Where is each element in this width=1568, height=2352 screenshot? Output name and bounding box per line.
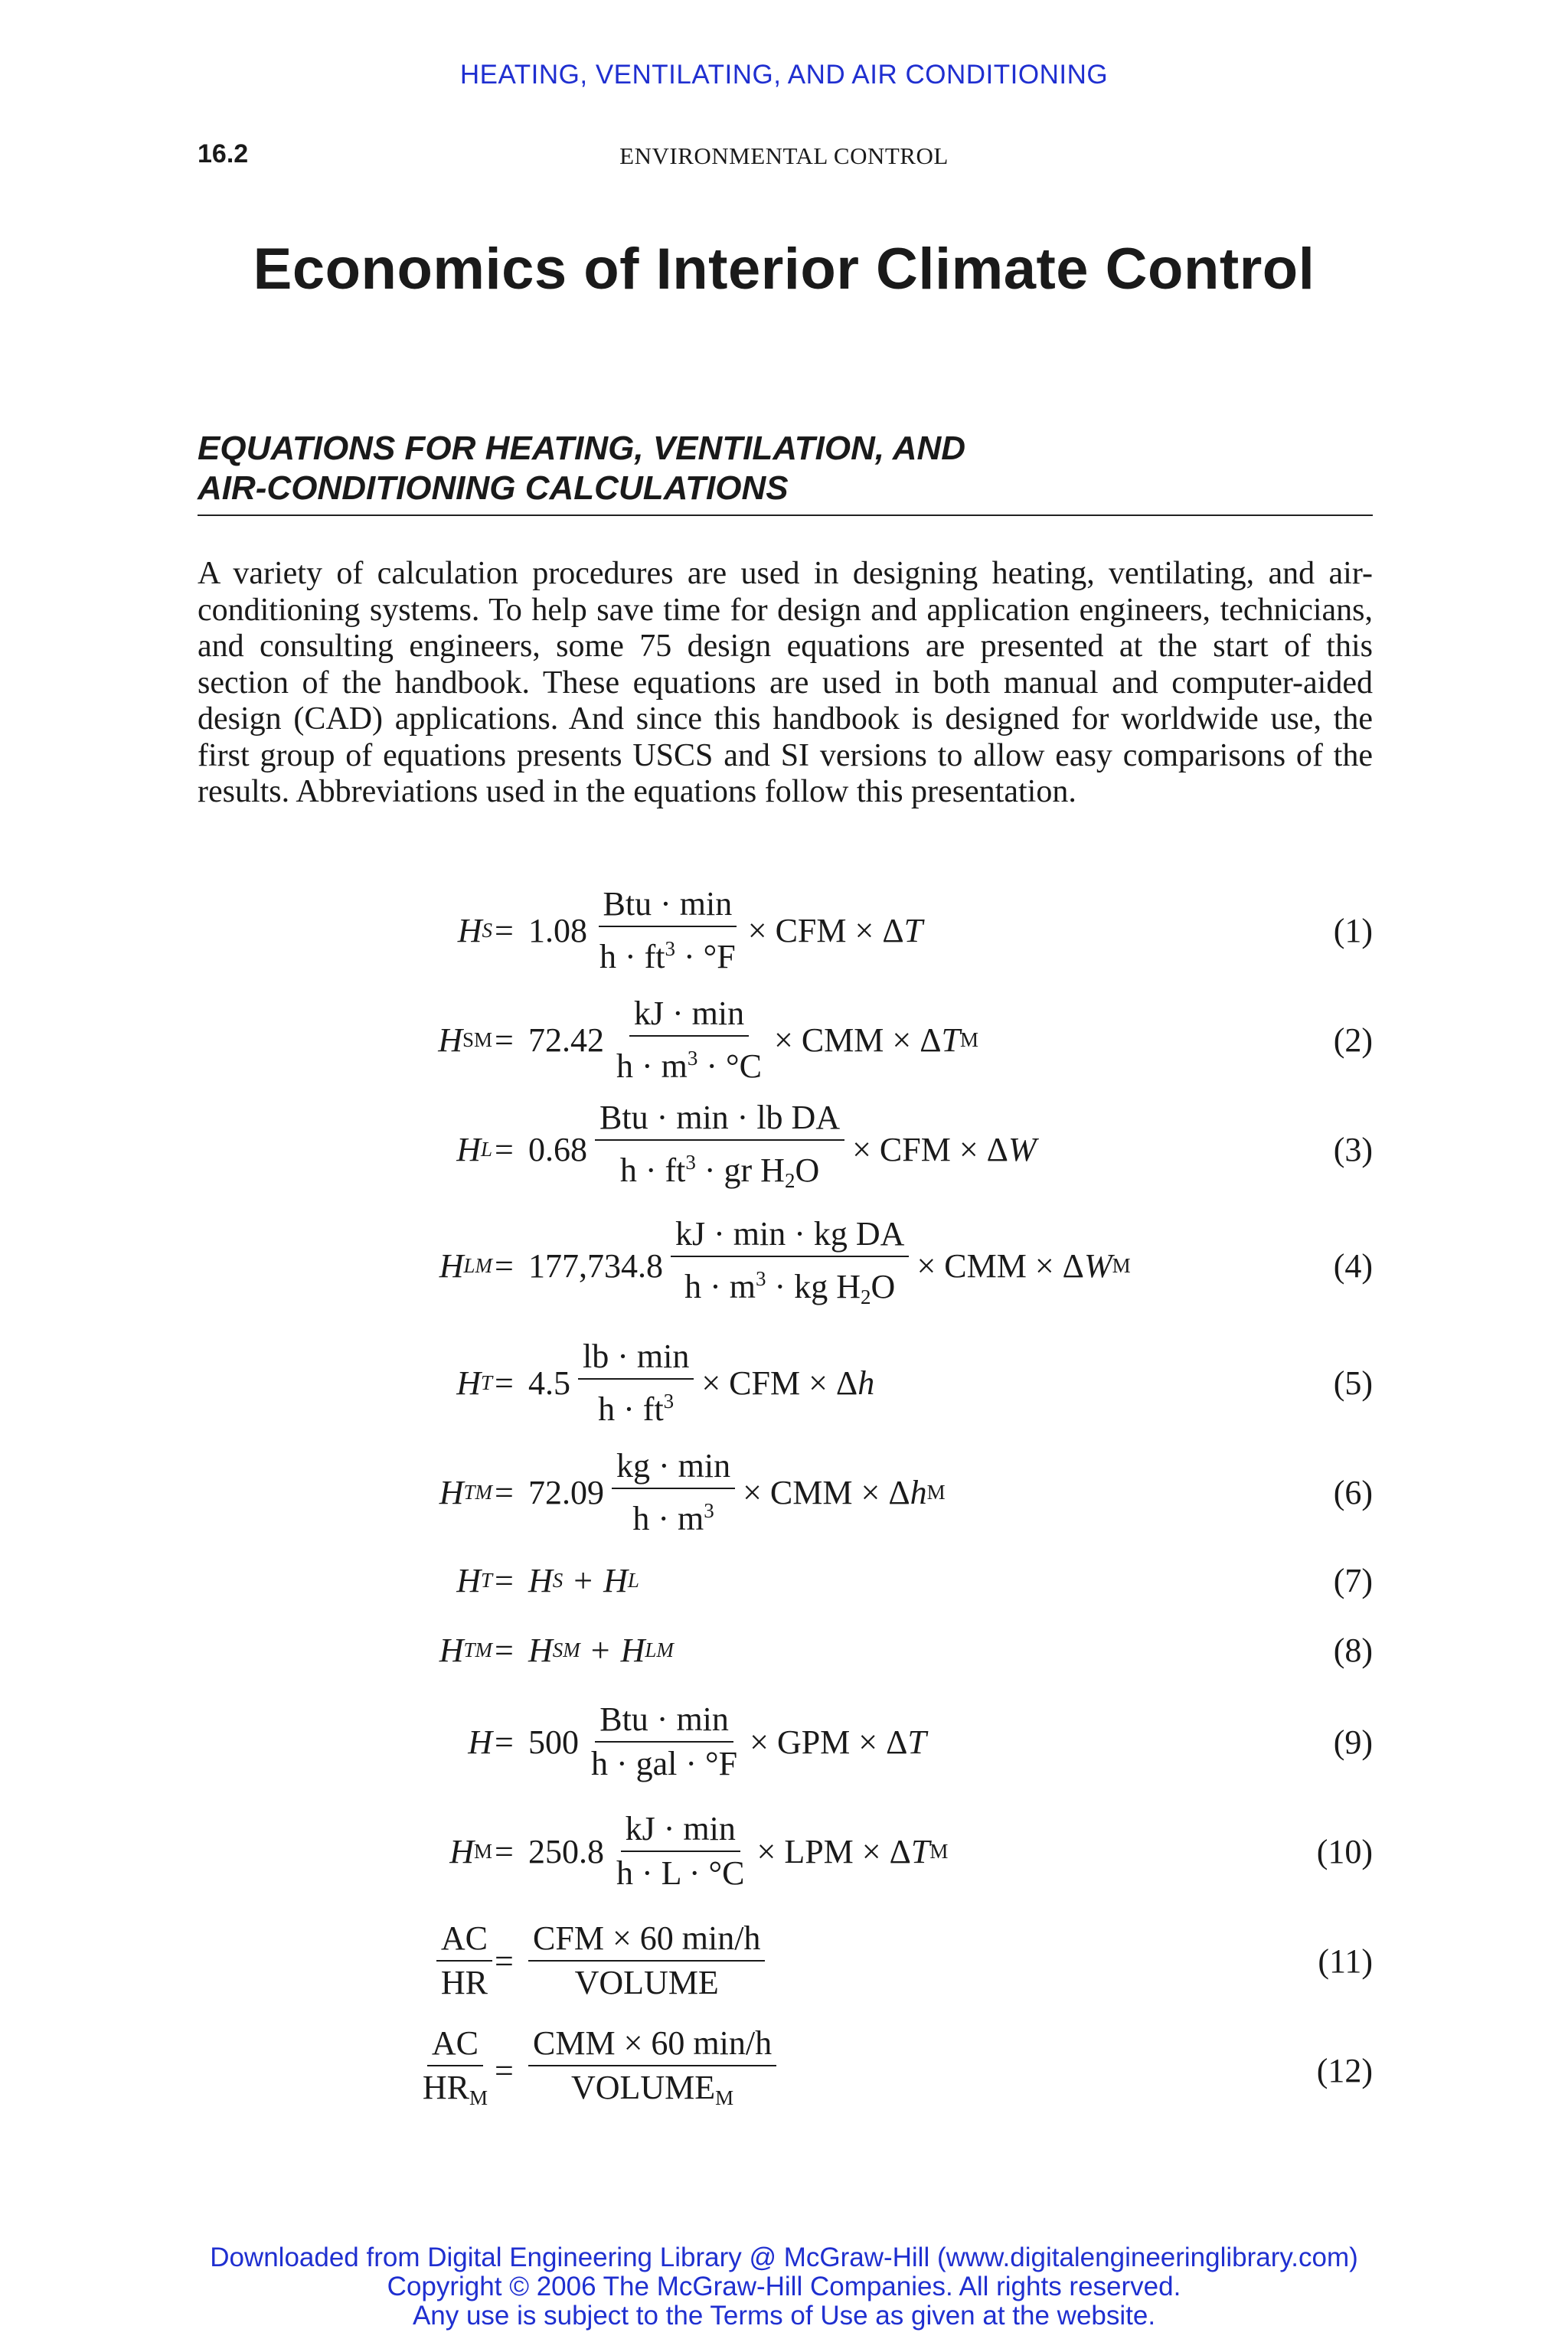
eq8-var-sub: TM	[463, 1638, 492, 1661]
eq7-var: H	[456, 1561, 481, 1599]
eq5-numerator: lb · min	[578, 1338, 694, 1380]
eq2-tail: × CMM × Δ	[774, 1021, 942, 1059]
eq1-tail-var: T	[903, 911, 923, 949]
eq5-var-sub: T	[480, 1370, 492, 1394]
chapter-title: Economics of Interior Climate Control	[253, 237, 1315, 302]
equation-2	[0, 982, 1568, 1097]
eq5-coefficient: 4.5	[528, 1364, 570, 1402]
equation-7: H T = H S + H L (7)	[0, 1553, 1568, 1607]
eq11-lhs-numerator: AC	[436, 1919, 492, 1962]
equation-3	[0, 1092, 1568, 1207]
running-head: ENVIRONMENTAL CONTROL	[619, 142, 949, 169]
section-heading	[198, 429, 965, 508]
eq3-number: (3)	[1333, 1130, 1373, 1168]
eq10-tail-sub: M	[929, 1839, 949, 1863]
equation-4	[0, 1208, 1568, 1323]
eq4-denominator: $h \cdot m^3$ · kg $H_2O$	[684, 1267, 896, 1308]
footer	[0, 2243, 1568, 2331]
eq2-numerator: kJ · min	[629, 995, 749, 1037]
eq1-denominator: $h \cdot ft^3 \cdot ^\circ F$	[599, 936, 736, 975]
eq3-var: H	[456, 1130, 481, 1168]
eq9-numerator: Btu · min	[595, 1700, 733, 1743]
eq11-equals: =	[495, 1942, 514, 1980]
eq1-tail: × CFM × Δ	[747, 911, 904, 949]
eq4-tail-sub: M	[1112, 1253, 1131, 1277]
eq10-var-sub: M	[473, 1839, 492, 1863]
eq3-numerator: Btu · min · lb DA	[595, 1099, 844, 1141]
eq2-var: H	[438, 1021, 462, 1059]
eq12-fraction	[528, 2024, 776, 2117]
eq9-var: H	[468, 1723, 492, 1761]
footer-terms[interactable]: Any use is subject to the Terms of Use as given at the website.	[412, 2301, 1156, 2331]
eq6-coefficient: 72.09	[528, 1473, 604, 1511]
eq11-lhs-denominator: HR	[440, 1964, 488, 2001]
eq9-coefficient: 500	[528, 1723, 579, 1761]
eq1-number: (1)	[1333, 911, 1373, 949]
top-link[interactable]: HEATING, VENTILATING, AND AIR CONDITIONING	[459, 60, 1109, 90]
eq11-numerator: CFM × 60 min/h	[528, 1919, 765, 1962]
eq7-var-sub: T	[480, 1568, 492, 1592]
eq2-coefficient: 72.42	[528, 1021, 604, 1059]
eq12-equals: =	[495, 2051, 514, 2089]
eq5-number: (5)	[1333, 1364, 1373, 1402]
eq3-coefficient: 0.68	[528, 1130, 587, 1168]
eq10-coefficient: 250.8	[528, 1832, 604, 1870]
eq4-var-sub: LM	[463, 1253, 492, 1277]
eq11-lhs-fraction	[436, 1919, 492, 2002]
eq12-number: (12)	[1316, 2051, 1373, 2089]
eq9-denominator: h · gal · °F	[591, 1745, 738, 1782]
equation-5	[0, 1325, 1568, 1440]
eq12-lhs-fraction	[418, 2024, 492, 2117]
section-heading-line2: AIR-CONDITIONING CALCULATIONS	[198, 469, 789, 507]
eq3-fraction	[595, 1099, 844, 1200]
eq1-fraction	[595, 885, 740, 976]
eq10-var: H	[449, 1832, 474, 1870]
eq6-numerator: kg · min	[612, 1447, 735, 1489]
eq3-tail: × CFM × Δ	[852, 1130, 1008, 1168]
eq4-fraction	[671, 1215, 909, 1316]
eq7-plus: +	[573, 1561, 593, 1599]
equation-8: H TM = H SM + H LM (8)	[0, 1623, 1568, 1677]
eq12-denominator: $VOLUME_M$	[570, 2068, 734, 2109]
eq6-fraction	[612, 1447, 735, 1538]
eq5-var: H	[456, 1364, 481, 1402]
eq12-lhs-numerator: AC	[427, 2024, 483, 2066]
eq5-denominator: $h \cdot ft^3$	[598, 1389, 675, 1428]
equation-12	[0, 2013, 1568, 2128]
eq11-number: (11)	[1318, 1942, 1373, 1980]
eq5-equals: =	[495, 1364, 514, 1402]
equation-11	[0, 1903, 1568, 2018]
eq2-fraction	[612, 995, 766, 1086]
eq8-plus: +	[590, 1631, 610, 1669]
eq5-tail: × CFM × Δ	[701, 1364, 858, 1402]
eq10-tail-var: T	[910, 1832, 930, 1870]
eq4-tail-var: W	[1083, 1246, 1112, 1285]
eq10-numerator: kJ · min	[621, 1810, 740, 1852]
eq11-fraction	[528, 1919, 765, 2002]
eq1-equals: =	[495, 911, 514, 949]
eq2-denominator: $h \cdot m^3 \cdot ^\circ C$	[616, 1046, 762, 1085]
eq10-denominator: h · L · °C	[616, 1854, 745, 1892]
section-heading-line1: EQUATIONS FOR HEATING, VENTILATION, AND	[198, 430, 966, 467]
eq4-tail: × CMM × Δ	[916, 1246, 1084, 1285]
eq3-equals: =	[495, 1130, 514, 1168]
eq11-denominator: VOLUME	[574, 1964, 719, 2001]
eq9-number: (9)	[1333, 1723, 1373, 1761]
eq9-tail-var: T	[907, 1723, 926, 1761]
eq7-equals: =	[495, 1561, 514, 1599]
eq6-equals: =	[495, 1473, 514, 1511]
equation-10	[0, 1794, 1568, 1909]
equation-1	[0, 873, 1568, 988]
eq1-numerator: Btu · min	[599, 885, 737, 927]
eq8-number: (8)	[1333, 1631, 1373, 1669]
eq12-lhs-denominator: $HR_M$	[422, 2068, 488, 2109]
page-number: 16.2	[198, 139, 249, 168]
eq6-tail-var: h	[910, 1473, 927, 1511]
equation-9	[0, 1684, 1568, 1799]
eq6-denominator: $h \cdot m^3$	[632, 1498, 714, 1537]
eq7-term2: H	[603, 1561, 628, 1599]
intro-paragraph: A variety of calculation procedures are used in designing heating, ventilating, and air-conditioning systems. To help save time for design and application engineers, technicians, and consulting engineers, some 75 design equations are presented at the start of this section of the handbook. These equations are used in both manual and computer-aided design (CAD) applications. And since this handbook is designed for worldwide use, the first group of equations presents USCS and SI versions to allow easy comparisons of the results. Abbreviations used in the equations follow this presentation.	[198, 556, 1373, 809]
eq1-coefficient: 1.08	[528, 911, 587, 949]
eq5-fraction	[578, 1338, 694, 1429]
eq3-var-sub: L	[480, 1137, 492, 1161]
eq2-tail-sub: M	[960, 1027, 979, 1051]
eq2-tail-var: T	[941, 1021, 961, 1059]
eq8-equals: =	[495, 1631, 514, 1669]
equation-6	[0, 1435, 1568, 1550]
eq6-var: H	[439, 1473, 464, 1511]
eq9-equals: =	[495, 1723, 514, 1761]
eq1-var-sub: S	[482, 918, 492, 942]
eq9-fraction	[586, 1700, 742, 1783]
eq9-tail: × GPM × Δ	[750, 1723, 908, 1761]
eq8-term1: H	[528, 1631, 553, 1669]
eq6-number: (6)	[1333, 1473, 1373, 1511]
eq1-var: H	[457, 911, 482, 949]
eq7-term1: H	[528, 1561, 553, 1599]
eq12-numerator: CMM × 60 min/h	[528, 2024, 776, 2066]
eq4-coefficient: 177,734.8	[528, 1246, 663, 1285]
eq6-tail: × CMM × Δ	[743, 1473, 910, 1511]
eq2-number: (2)	[1333, 1021, 1373, 1059]
eq10-tail: × LPM × Δ	[756, 1832, 911, 1870]
eq4-number: (4)	[1333, 1246, 1373, 1285]
eq3-tail-var: W	[1008, 1130, 1037, 1168]
eq6-tail-sub: M	[926, 1480, 946, 1504]
eq7-number: (7)	[1333, 1561, 1373, 1599]
eq8-var: H	[439, 1631, 464, 1669]
eq4-equals: =	[495, 1246, 514, 1285]
eq3-denominator: $h \cdot ft^3$ · gr $H_2O$	[619, 1151, 820, 1192]
eq6-var-sub: TM	[463, 1480, 492, 1504]
eq10-number: (10)	[1316, 1832, 1373, 1870]
footer-download-link[interactable]: Downloaded from Digital Engineering Library @ McGraw-Hill (www.digitalengineeringlibrary.com)	[210, 2243, 1358, 2272]
eq8-term2: H	[620, 1631, 645, 1669]
eq4-var: H	[439, 1246, 464, 1285]
eq2-equals: =	[495, 1021, 514, 1059]
eq5-tail-var: h	[858, 1364, 875, 1402]
eq2-var-sub: SM	[462, 1027, 492, 1051]
footer-copyright: Copyright © 2006 The McGraw-Hill Companies. All rights reserved.	[387, 2272, 1181, 2301]
section-divider	[198, 514, 1373, 516]
eq10-fraction	[612, 1810, 750, 1893]
eq10-equals: =	[495, 1832, 514, 1870]
eq4-numerator: kJ · min · kg DA	[671, 1215, 909, 1257]
